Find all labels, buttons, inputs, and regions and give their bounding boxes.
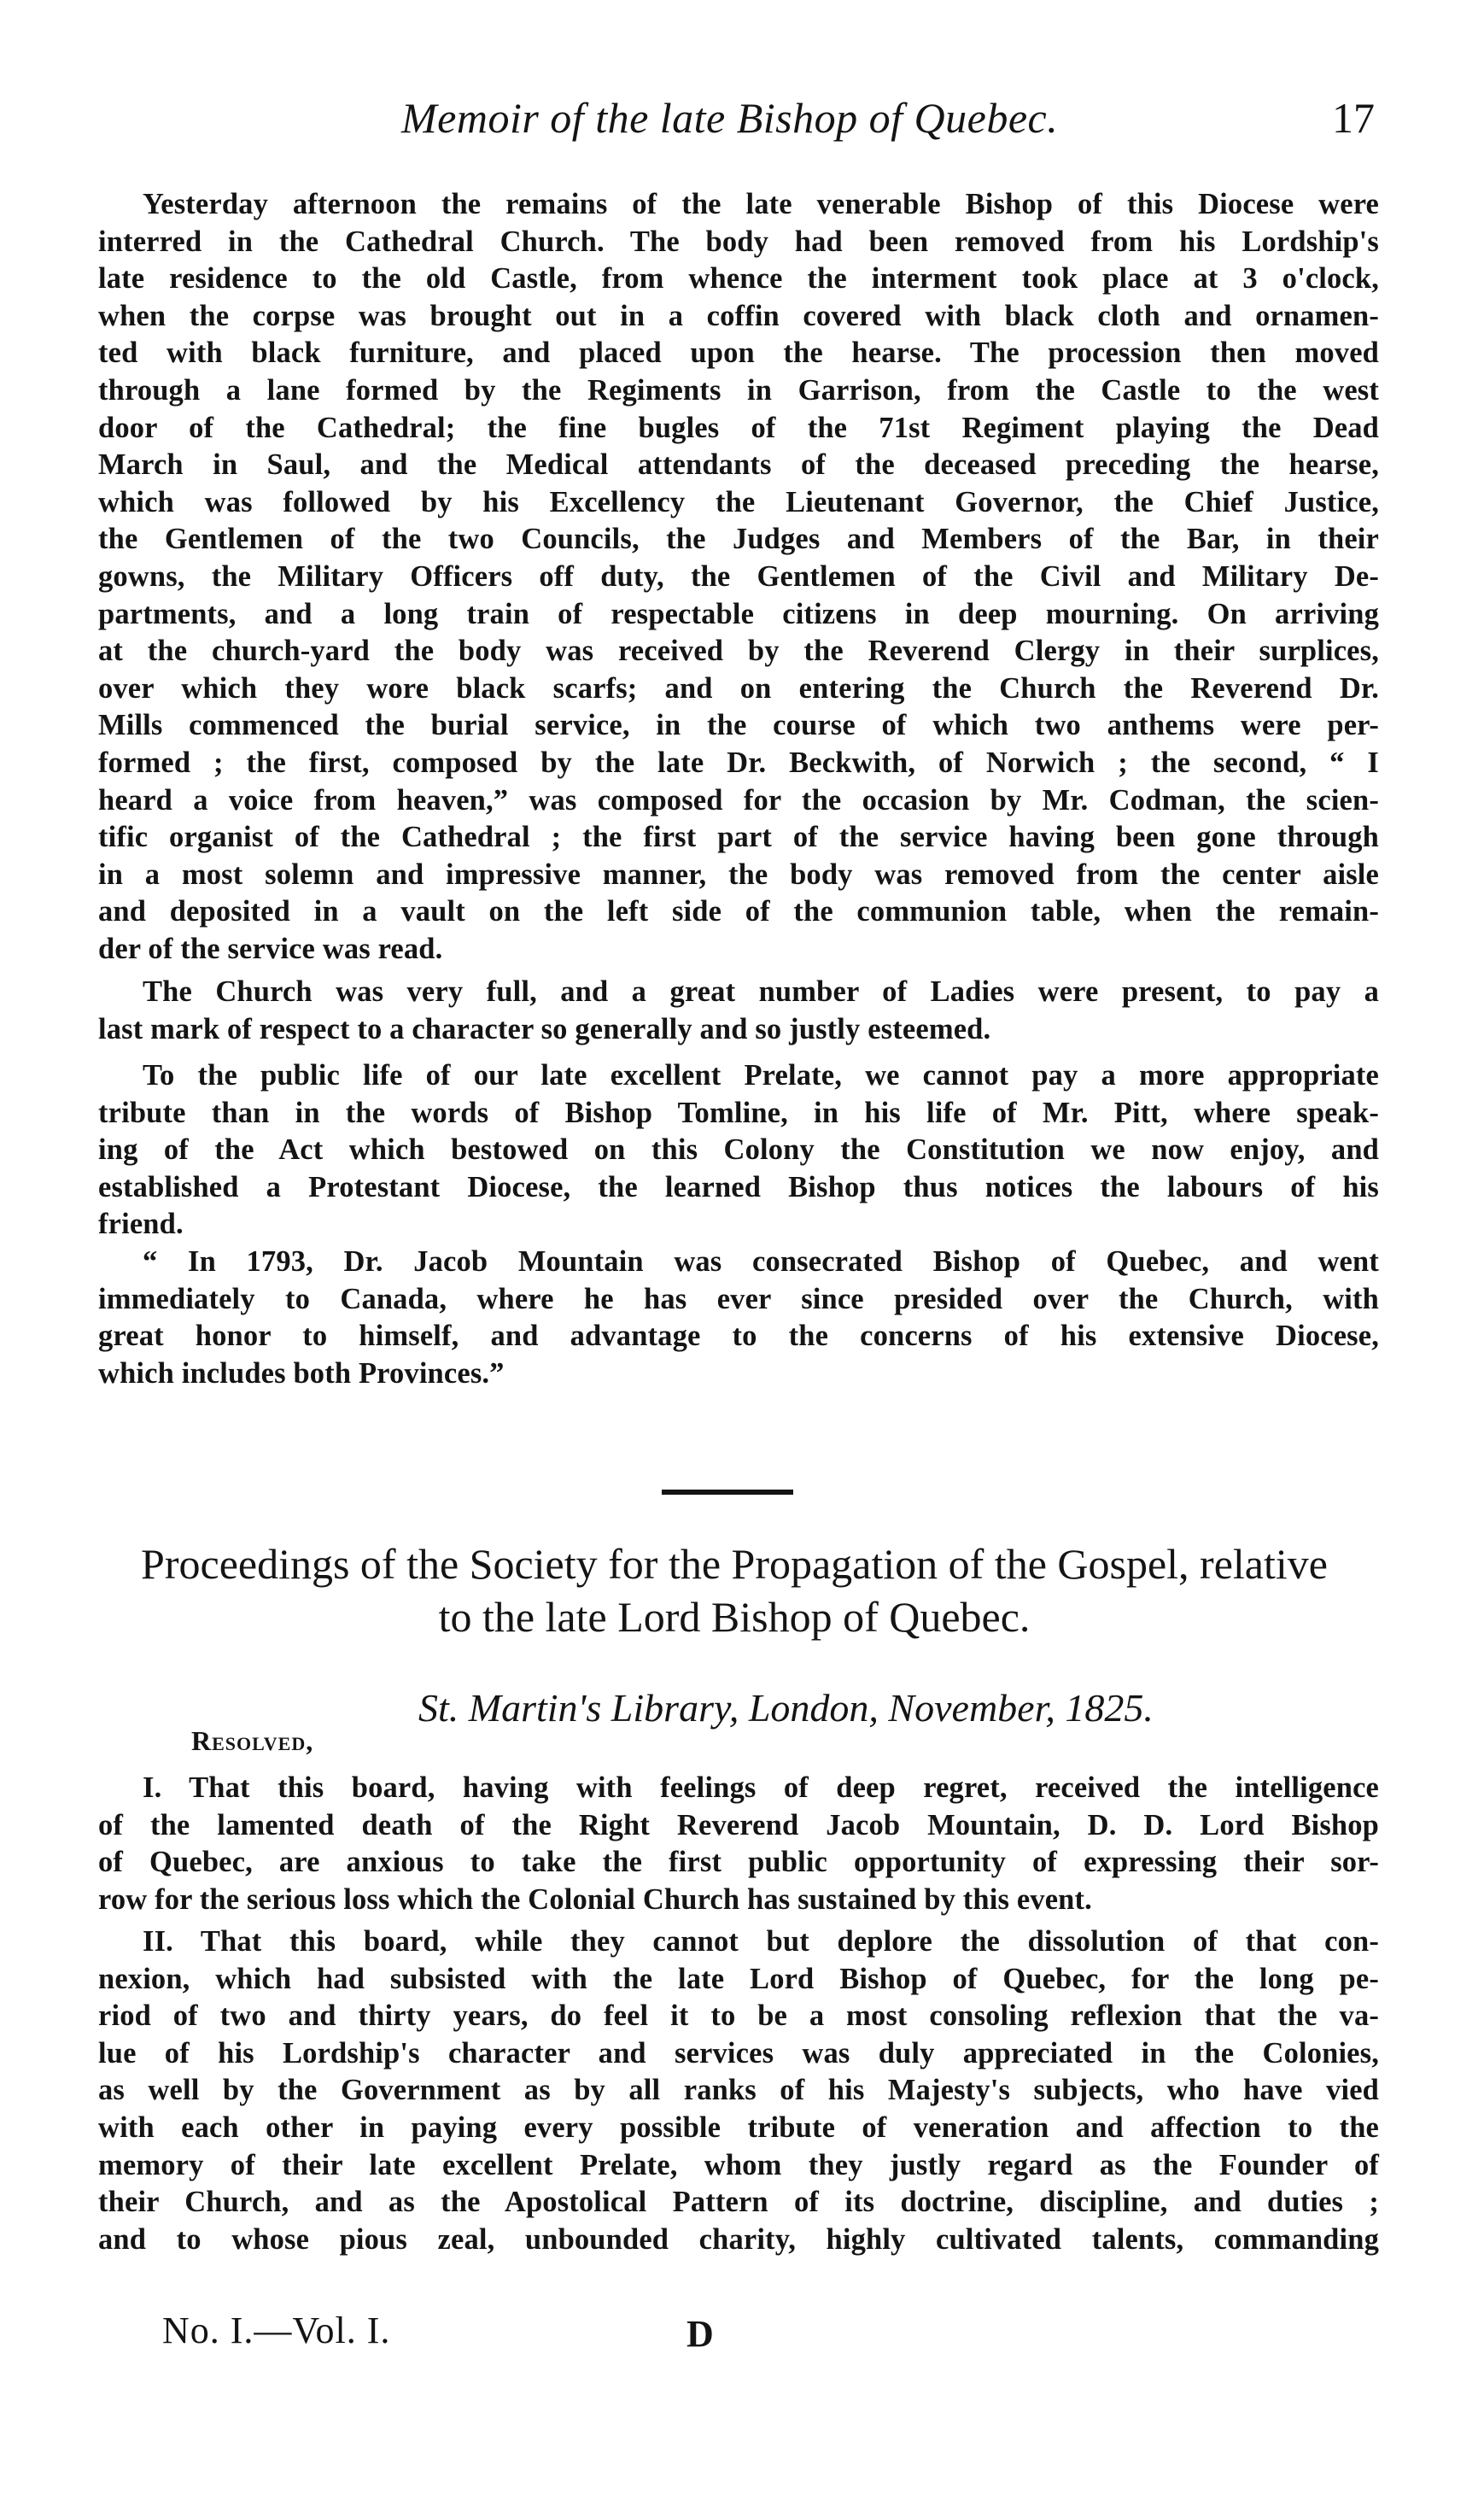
text-line: late residence to the old Castle, from whence the interment took place at 3 o'clock,	[98, 262, 1379, 296]
text-line: last mark of respect to a character so generally and so justly esteemed.	[98, 1012, 991, 1045]
text-line: of Quebec, are anxious to take the first public opportunity of expressing their sor-	[98, 1846, 1379, 1879]
text-line: door of the Cathedral; the fine bugles of the 71st Regiment playing the Dead	[98, 411, 1379, 444]
resolution-one	[98, 1770, 1379, 1918]
funeral-paragraph	[98, 186, 1379, 968]
text-line: which was followed by his Excellency the Lieutenant Governor, the Chief Justice,	[98, 485, 1379, 518]
text-line: The Church was very full, and a great number of Ladies were present, to pay a	[143, 975, 1379, 1008]
dateline: St. Martin's Library, London, November, 1825.	[418, 1686, 1154, 1730]
text-line: ted with black furniture, and placed upon the hearse. The procession then moved	[98, 337, 1379, 370]
text-line: through a lane formed by the Regiments in Garrison, from the Castle to the west	[98, 373, 1379, 407]
ladies-paragraph	[98, 974, 1379, 1048]
text-line: March in Saul, and the Medical attendants of the deceased preceding the hearse,	[98, 448, 1379, 482]
text-line: nexion, which had subsisted with the late Lord Bishop of Quebec, for the long pe-	[98, 1962, 1379, 1995]
text-line: ing of the Act which bestowed on this Colony the Constitution we now enjoy, and	[98, 1133, 1379, 1167]
text-line: lue of his Lordship's character and services was duly appreciated in the Colonies,	[98, 2036, 1379, 2070]
text-line: as well by the Government as by all ranks of his Majesty's subjects, who have vied	[98, 2074, 1379, 2107]
text-line: in a most solemn and impressive manner, the body was removed from the center aisle	[98, 858, 1379, 891]
text-line: formed ; the first, composed by the late Dr. Beckwith, of Norwich ; the second, “ I	[98, 746, 1379, 779]
quote-text	[98, 1244, 1379, 1392]
text-line: Yesterday afternoon the remains of the late venerable Bishop of this Diocese were	[143, 188, 1379, 220]
text-line: riod of two and thirty years, do feel it to be a most consoling reflexion that the va-	[98, 1999, 1379, 2033]
text-line: To the public life of our late excellent Prelate, we cannot pay a more appropriate	[143, 1059, 1379, 1092]
ladies-text	[98, 974, 1379, 1048]
text-line: when the corpse was brought out in a coffin covered with black cloth and ornamen-	[98, 299, 1379, 332]
text-line: with each other in paying every possible tribute of veneration and affection to the	[98, 2111, 1379, 2144]
heading-line: Proceedings of the Society for the Propagation of the Gospel, relative	[141, 1540, 1328, 1588]
signature-mark: D	[686, 2313, 714, 2355]
text-line: their Church, and as the Apostolical Pattern of its doctrine, discipline, and duties ;	[98, 2186, 1379, 2219]
text-line: row for the serious loss which the Colonial Church has sustained by this event.	[98, 1882, 1092, 1916]
text-line: friend.	[98, 1208, 184, 1241]
text-line: of the lamented death of the Right Reverend Jacob Mountain, D. D. Lord Bishop	[98, 1808, 1379, 1841]
tribute-paragraph	[98, 1057, 1379, 1244]
resolution-two-text	[98, 1923, 1379, 2258]
running-title: Memoir of the late Bishop of Quebec.	[401, 94, 1059, 142]
text-line: “ In 1793, Dr. Jacob Mountain was consecrated Bishop of Quebec, and went	[143, 1245, 1379, 1278]
text-line: Mills commenced the burial service, in the course of which two anthems were per-	[98, 709, 1379, 742]
text-line: heard a voice from heaven,” was composed for the occasion by Mr. Codman, the scien-	[98, 783, 1379, 817]
text-line: der of the service was read.	[98, 932, 443, 965]
text-line: over which they wore black scarfs; and on entering the Church the Reverend Dr.	[98, 671, 1379, 705]
text-line: interred in the Cathedral Church. The body had been removed from his Lordship's	[98, 225, 1379, 258]
text-line: great honor to himself, and advantage to the concerns of his extensive Diocese,	[98, 1320, 1379, 1353]
funeral-text	[98, 186, 1379, 968]
text-line: established a Protestant Diocese, the learned Bishop thus notices the labours of his	[98, 1170, 1379, 1203]
text-line: and deposited in a vault on the left side of the communion table, when the remain-	[98, 895, 1379, 928]
volume-number: No. I.—Vol. I.	[162, 2310, 391, 2351]
text-line: I. That this board, having with feelings of deep regret, received the intelligence	[143, 1771, 1379, 1804]
text-line: and to whose pious zeal, unbounded charity, highly cultivated talents, commanding	[98, 2222, 1379, 2256]
tribute-text	[98, 1057, 1379, 1244]
resolved-label: Resolved,	[191, 1725, 314, 1756]
quote-paragraph	[98, 1244, 1379, 1392]
text-line: II. That this board, while they cannot but deplore the dissolution of that con-	[143, 1925, 1379, 1958]
text-line: which includes both Provinces.”	[98, 1356, 505, 1390]
text-line: the Gentlemen of the two Councils, the Judges and Members of the Bar, in their	[98, 523, 1379, 556]
running-head	[367, 92, 1375, 143]
section-heading	[85, 1537, 1383, 1643]
page-number: 17	[1332, 94, 1375, 142]
resolution-one-text	[98, 1770, 1379, 1918]
text-line: immediately to Canada, where he has ever since presided over the Church, with	[98, 1282, 1379, 1315]
text-line: memory of their late excellent Prelate, whom they justly regard as the Founder of	[98, 2148, 1379, 2181]
text-line: partments, and a long train of respectable citizens in deep mourning. On arriving	[98, 597, 1379, 630]
text-line: tribute than in the words of Bishop Tomline, in his life of Mr. Pitt, where speak-	[98, 1096, 1379, 1129]
heading-line: to the late Lord Bishop of Quebec.	[438, 1593, 1031, 1641]
text-line: tific organist of the Cathedral ; the first part of the service having been gone through	[98, 821, 1379, 854]
resolution-two	[98, 1923, 1379, 2258]
text-line: at the church-yard the body was received by the Reverend Clergy in their surplices,	[98, 635, 1379, 668]
text-line: gowns, the Military Officers off duty, the Gentlemen of the Civil and Military De-	[98, 559, 1379, 593]
section-divider	[662, 1490, 793, 1495]
